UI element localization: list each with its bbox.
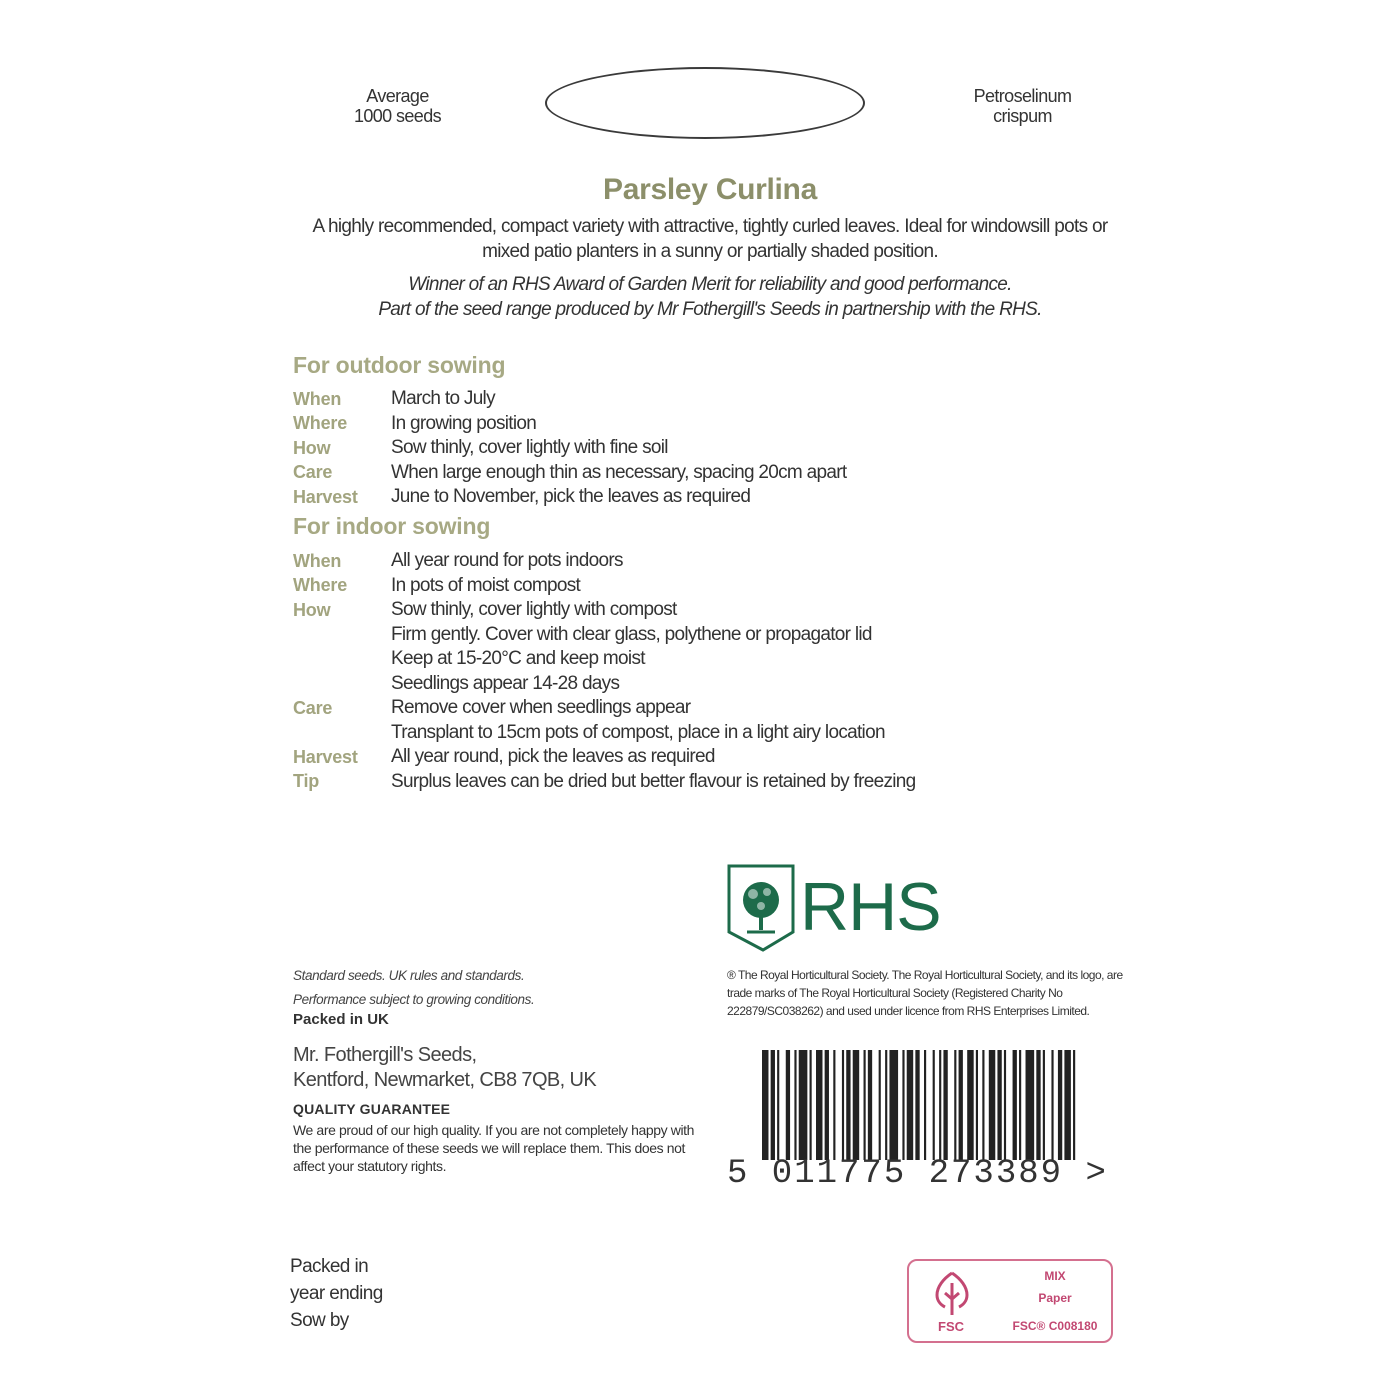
row-value: Firm gently. Cover with clear glass, polythene or propagator lid [391,623,872,645]
row-label: Where [293,413,348,434]
fsc-code: FSC® C008180 [1012,1319,1098,1333]
outdoor-rows [293,387,1053,510]
barcode-bar [853,1050,859,1160]
fsc-badge [907,1259,1113,1343]
guarantee-heading: QUALITY GUARANTEE [293,1101,451,1117]
row-value: Sow thinly, cover lightly with compost [391,599,677,621]
barcode-bar [1064,1050,1070,1160]
barcode-icon [762,1050,1102,1162]
barcode-bar [777,1050,779,1160]
seed-count [330,86,465,126]
barcode-bar [1058,1050,1062,1160]
barcode-number: 5 011775 273389 > [727,1155,1108,1193]
barcode-bar [1043,1050,1045,1160]
barcode-bar [967,1050,973,1160]
fsc-paper: Paper [1038,1291,1072,1305]
indoor-row [293,574,1053,599]
row-value: In growing position [391,412,537,434]
hang-tab-slot [545,67,865,139]
company-line2: Kentford, Newmarket, CB8 7QB, UK [293,1069,597,1091]
row-value: Sow thinly, cover lightly with fine soil [391,437,668,459]
year-ending-label: year ending [290,1283,383,1304]
outdoor-row [293,387,1053,412]
barcode-bar [816,1050,822,1160]
row-value: All year round for pots indoors [391,550,623,572]
row-value: In pots of moist compost [391,574,581,596]
row-label: When [293,550,342,571]
row-label: How [293,437,331,458]
outdoor-row [293,461,1053,486]
indoor-heading: For indoor sowing [293,513,491,539]
fsc-brand: FSC [938,1319,964,1334]
indoor-row [293,696,1053,721]
indoor-row [293,598,1053,623]
packed-in-uk: Packed in UK [293,1011,389,1028]
product-title: Parsley Curlina [603,173,817,206]
barcode-bar [924,1050,926,1160]
barcode-bar [864,1050,866,1160]
barcode-bar [907,1050,913,1160]
row-value: March to July [391,388,495,410]
barcode-bar [1073,1050,1075,1160]
row-value: Keep at 15-20°C and keep moist [391,648,645,670]
barcode-bar [810,1050,812,1160]
row-label: Tip [293,771,320,792]
indoor-row [293,672,1053,697]
barcode-bar [786,1050,790,1160]
fsc-tree-icon [923,1269,981,1319]
barcode-bar [771,1050,775,1160]
indoor-row [293,721,1053,746]
packing-date-block [290,1253,383,1334]
rhs-tree-icon [727,862,799,954]
barcode-bar [954,1050,956,1160]
row-label: Harvest [293,486,358,507]
award-line2: Part of the seed range produced by Mr Fothergill's Seeds in partnership with the RHS. [378,299,1042,320]
standards-line2: Performance subject to growing conditions. [293,992,535,1007]
barcode-bar [943,1050,947,1160]
outdoor-row [293,412,1053,437]
rhs-legal-text: ® The Royal Horticultural Society. The Royal Horticultural Society, and its logo, are trade marks of The Royal Horticultural Society (Registered Charity No 222879/SC038262) and used under licence from RHS Enterprises Limited. [727,968,1123,1018]
barcode-bar [997,1050,1001,1160]
row-value: All year round, pick the leaves as required [391,746,715,768]
barcode-bar [902,1050,904,1160]
indoor-row [293,623,1053,648]
row-value: Transplant to 15cm pots of compost, place in a light airy location [391,721,885,743]
row-label: Where [293,575,348,596]
barcode-bar [794,1050,796,1160]
standards-line1: Standard seeds. UK rules and standards. [293,968,525,983]
row-value: Surplus leaves can be dried but better flavour is retained by freezing [391,770,916,792]
row-label: Care [293,697,333,718]
barcode-bar [1036,1050,1040,1160]
latin-name-line2: crispum [993,106,1052,126]
barcode-bar [976,1050,978,1160]
barcode-bar [762,1050,768,1160]
outdoor-row [293,485,1053,510]
barcode-bar [1026,1050,1035,1160]
barcode-bar [989,1050,995,1160]
barcode-bar [1019,1050,1021,1160]
guarantee-body: We are proud of our high quality. If you are not completely happy with the performance of these seeds we will replace them. This does not affect your statutory rights. [293,1122,695,1174]
row-value: Seedlings appear 14-28 days [391,672,620,694]
outdoor-heading: For outdoor sowing [293,352,506,378]
barcode-bar [879,1050,881,1160]
barcode-bar [885,1050,887,1160]
barcode-bar [915,1050,919,1160]
standards-text [293,964,534,1012]
barcode-bar [933,1050,935,1160]
barcode-bar [846,1050,850,1160]
barcode-bar [842,1050,844,1160]
row-label: When [293,388,342,409]
indoor-row [293,647,1053,672]
indoor-row [293,770,1053,795]
company-address [293,1043,596,1093]
barcode-bar [833,1050,835,1160]
latin-name [945,86,1100,126]
sow-by-label: Sow by [290,1310,349,1331]
indoor-rows [293,549,1053,794]
award-text [305,272,1115,322]
barcode-bar [1051,1050,1053,1160]
indoor-row [293,745,1053,770]
barcode-bar [825,1050,829,1160]
fsc-mix: MIX [1044,1269,1066,1283]
row-value: June to November, pick the leaves as required [391,486,751,508]
packed-in-label: Packed in [290,1256,369,1277]
barcode-bar [982,1050,984,1160]
seed-count-line2: 1000 seeds [353,106,442,126]
barcode-bar [959,1050,963,1160]
company-line1: Mr. Fothergill's Seeds, [293,1044,477,1066]
barcode-bar [1013,1050,1017,1160]
row-value: Remove cover when seedlings appear [391,697,691,719]
product-description: A highly recommended, compact variety with attractive, tightly curled leaves. Ideal for windowsill pots or mixed patio planters in a sunny or partially shaded position. [312,216,1108,262]
barcode-bar [889,1050,898,1160]
indoor-row [293,549,1053,574]
barcode-bar [868,1050,872,1160]
barcode-bar [799,1050,808,1160]
seed-count-line1: Average [366,86,429,106]
rhs-logo-text: RHS [800,869,941,945]
row-label: How [293,599,331,620]
row-label: Care [293,462,333,483]
latin-name-line1: Petroselinum [973,86,1072,106]
barcode-bar [1004,1050,1006,1160]
outdoor-row [293,436,1053,461]
barcode-bar [939,1050,941,1160]
award-line1: Winner of an RHS Award of Garden Merit for reliability and good performance. [408,274,1012,295]
row-label: Harvest [293,746,358,767]
row-value: When large enough thin as necessary, spacing 20cm apart [391,461,847,483]
